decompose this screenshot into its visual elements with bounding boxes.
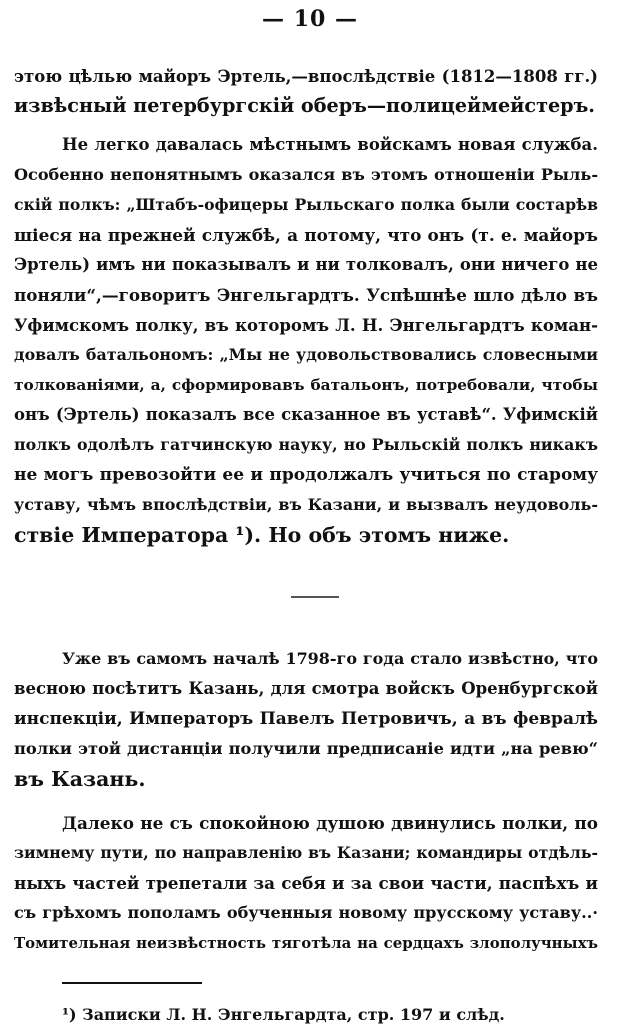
text-line: ствіе Императора ¹). Но объ этомъ ниже. [14, 523, 510, 547]
page-number: — 10 — [262, 6, 358, 32]
text-line: онъ (Эртель) показалъ все сказанное въ уставѣ“. Уфимскій [14, 405, 598, 424]
text-line: Далеко не съ спокойною душою двинулись полки, по [62, 813, 598, 833]
footnote: ¹) Записки Л. Н. Энгельгардта, стр. 197 и слѣд. [62, 1005, 505, 1024]
text-line: уставу, чѣмъ впослѣдствіи, въ Казани, и вызвалъ неудоволь- [14, 495, 598, 514]
text-line: инспекціи, Императоръ Павелъ Петровичъ, а въ февралѣ [14, 709, 598, 729]
section-separator [291, 596, 339, 598]
text-line: скій полкъ: „Штабъ-офицеры Рыльскаго полка были состарѣв [14, 195, 598, 214]
text-line: Эртель) имъ ни показывалъ и ни толковалъ, они ничего не [14, 255, 598, 274]
text-line: довалъ батальономъ: „Мы не удовольствовались словесными [14, 345, 598, 364]
text-line: Томительная неизвѣстность тяготѣла на сердцахъ злополучныхъ [14, 934, 598, 952]
text-line: съ грѣхомъ пополамъ обученныя новому прусскому уставу..· [14, 903, 598, 922]
text-line: полки этой дистанціи получили предписаніе идти „на ревю“ [14, 739, 598, 758]
text-line: ныхъ частей трепетали за себя и за свои части, паспѣхъ и [14, 873, 598, 893]
text-line: толкованіями, а, сформировавъ батальонъ, потребовали, чтобы [14, 376, 598, 394]
text-line: весною посѣтитъ Казань, для смотра войскъ Оренбургской [14, 679, 598, 698]
text-line: Уже въ самомъ началѣ 1798-го года стало извѣстно, что [62, 649, 598, 668]
text-line: Особенно непонятнымъ оказался въ этомъ отношеніи Рыль- [14, 165, 598, 184]
footnote-rule [62, 982, 202, 984]
text-line: Не легко давалась мѣстнымъ войскамъ новая служба. [62, 135, 598, 154]
text-line: поняли“,—говоритъ Энгельгардтъ. Успѣшнѣе шло дѣло въ [14, 285, 598, 305]
text-line: не могъ превозойти ее и продолжалъ учиться по старому [14, 465, 598, 485]
text-line: этою цѣлью майоръ Эртель,—впослѣдствіе (1812—1808 гг.) [14, 66, 598, 86]
text-line: шіеся на прежней службѣ, а потому, что онъ (т. е. майоръ [14, 225, 598, 245]
text-line: Уфимскомъ полку, въ которомъ Л. Н. Энгельгардтъ коман- [14, 315, 598, 335]
text-line: въ Казань. [14, 767, 146, 791]
text-line: зимнему пути, по направленію въ Казани; командиры отдѣль- [14, 843, 598, 862]
text-line: извѣсный петербургскій оберъ—полицеймейстеръ. [14, 94, 595, 117]
text-line: полкъ одолѣлъ гатчинскую науку, но Рыльскій полкъ никакъ [14, 435, 598, 454]
